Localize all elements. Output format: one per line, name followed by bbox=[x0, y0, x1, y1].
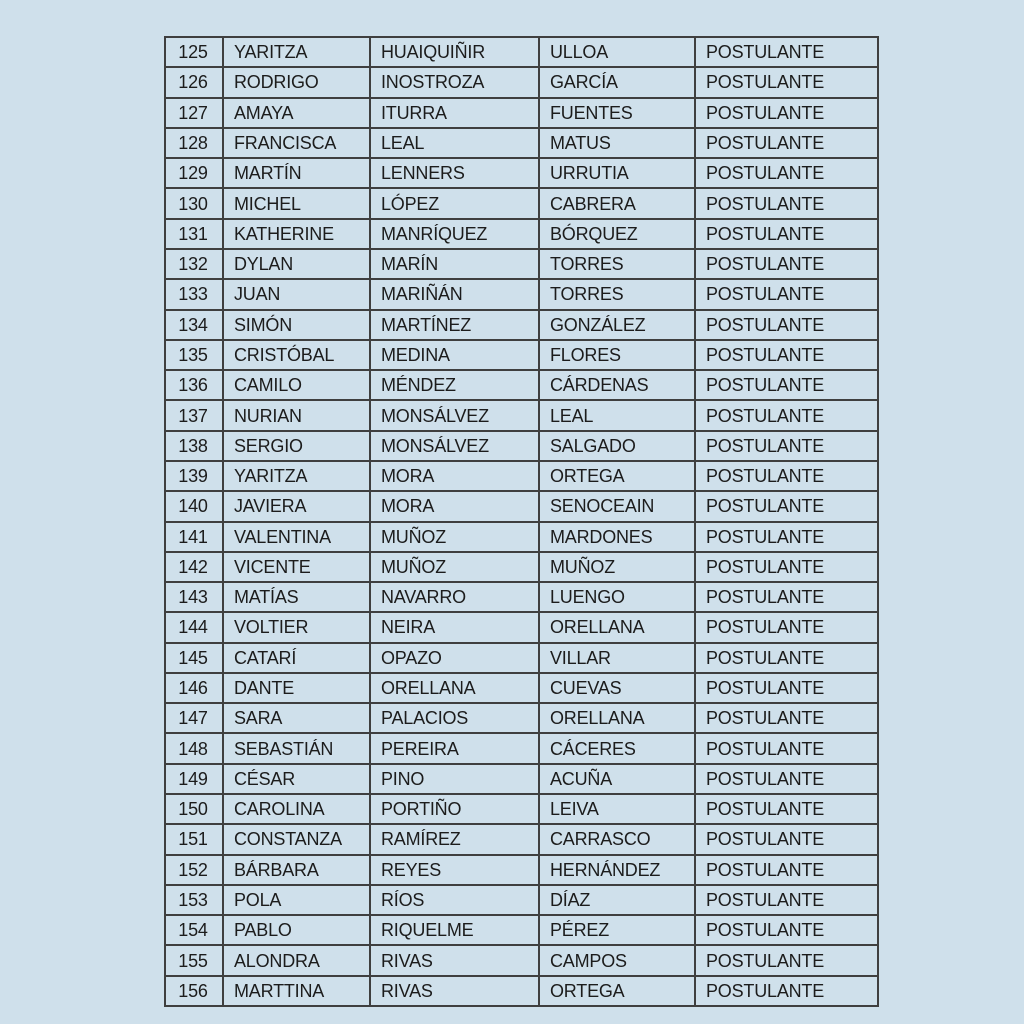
cell-number: 134 bbox=[165, 310, 223, 340]
cell-paternal_surname: PINO bbox=[370, 764, 539, 794]
cell-status: POSTULANTE bbox=[695, 158, 878, 188]
cell-status: POSTULANTE bbox=[695, 461, 878, 491]
cell-status: POSTULANTE bbox=[695, 824, 878, 854]
cell-first_name: SARA bbox=[223, 703, 370, 733]
cell-paternal_surname: MONSÁLVEZ bbox=[370, 400, 539, 430]
cell-first_name: MATÍAS bbox=[223, 582, 370, 612]
cell-first_name: CONSTANZA bbox=[223, 824, 370, 854]
cell-status: POSTULANTE bbox=[695, 249, 878, 279]
cell-number: 125 bbox=[165, 37, 223, 67]
table-row bbox=[165, 976, 878, 1006]
document-page bbox=[164, 36, 877, 1007]
cell-paternal_surname: LÓPEZ bbox=[370, 188, 539, 218]
table-row bbox=[165, 764, 878, 794]
table-row bbox=[165, 249, 878, 279]
table-row bbox=[165, 885, 878, 915]
cell-number: 147 bbox=[165, 703, 223, 733]
cell-status: POSTULANTE bbox=[695, 855, 878, 885]
cell-status: POSTULANTE bbox=[695, 279, 878, 309]
cell-first_name: CÉSAR bbox=[223, 764, 370, 794]
cell-first_name: VOLTIER bbox=[223, 612, 370, 642]
cell-status: POSTULANTE bbox=[695, 885, 878, 915]
cell-maternal_surname: HERNÁNDEZ bbox=[539, 855, 695, 885]
cell-number: 154 bbox=[165, 915, 223, 945]
cell-first_name: DYLAN bbox=[223, 249, 370, 279]
cell-first_name: DANTE bbox=[223, 673, 370, 703]
cell-status: POSTULANTE bbox=[695, 673, 878, 703]
cell-status: POSTULANTE bbox=[695, 522, 878, 552]
table-row bbox=[165, 643, 878, 673]
cell-paternal_surname: MONSÁLVEZ bbox=[370, 431, 539, 461]
table-row bbox=[165, 67, 878, 97]
cell-paternal_surname: INOSTROZA bbox=[370, 67, 539, 97]
cell-paternal_surname: RIVAS bbox=[370, 976, 539, 1006]
cell-status: POSTULANTE bbox=[695, 219, 878, 249]
cell-maternal_surname: MUÑOZ bbox=[539, 552, 695, 582]
cell-paternal_surname: ITURRA bbox=[370, 98, 539, 128]
cell-maternal_surname: FLORES bbox=[539, 340, 695, 370]
cell-paternal_surname: MANRÍQUEZ bbox=[370, 219, 539, 249]
cell-number: 131 bbox=[165, 219, 223, 249]
cell-maternal_surname: CABRERA bbox=[539, 188, 695, 218]
table-row bbox=[165, 98, 878, 128]
table-row bbox=[165, 340, 878, 370]
cell-number: 156 bbox=[165, 976, 223, 1006]
cell-first_name: VICENTE bbox=[223, 552, 370, 582]
cell-number: 132 bbox=[165, 249, 223, 279]
cell-paternal_surname: MÉNDEZ bbox=[370, 370, 539, 400]
cell-maternal_surname: URRUTIA bbox=[539, 158, 695, 188]
cell-first_name: YARITZA bbox=[223, 37, 370, 67]
cell-number: 140 bbox=[165, 491, 223, 521]
cell-status: POSTULANTE bbox=[695, 915, 878, 945]
cell-maternal_surname: GARCÍA bbox=[539, 67, 695, 97]
cell-maternal_surname: CUEVAS bbox=[539, 673, 695, 703]
cell-number: 136 bbox=[165, 370, 223, 400]
cell-paternal_surname: LENNERS bbox=[370, 158, 539, 188]
cell-status: POSTULANTE bbox=[695, 67, 878, 97]
table-row bbox=[165, 612, 878, 642]
cell-first_name: PABLO bbox=[223, 915, 370, 945]
cell-number: 135 bbox=[165, 340, 223, 370]
cell-status: POSTULANTE bbox=[695, 612, 878, 642]
table-row bbox=[165, 128, 878, 158]
cell-number: 142 bbox=[165, 552, 223, 582]
cell-paternal_surname: LEAL bbox=[370, 128, 539, 158]
cell-paternal_surname: NEIRA bbox=[370, 612, 539, 642]
cell-status: POSTULANTE bbox=[695, 703, 878, 733]
cell-paternal_surname: RÍOS bbox=[370, 885, 539, 915]
cell-first_name: CRISTÓBAL bbox=[223, 340, 370, 370]
table-row bbox=[165, 855, 878, 885]
table-row bbox=[165, 279, 878, 309]
cell-number: 144 bbox=[165, 612, 223, 642]
cell-status: POSTULANTE bbox=[695, 794, 878, 824]
cell-first_name: MICHEL bbox=[223, 188, 370, 218]
table-row bbox=[165, 431, 878, 461]
cell-maternal_surname: TORRES bbox=[539, 279, 695, 309]
table-row bbox=[165, 491, 878, 521]
table-row bbox=[165, 945, 878, 975]
cell-paternal_surname: REYES bbox=[370, 855, 539, 885]
table-row bbox=[165, 461, 878, 491]
cell-paternal_surname: NAVARRO bbox=[370, 582, 539, 612]
table-row bbox=[165, 733, 878, 763]
cell-first_name: FRANCISCA bbox=[223, 128, 370, 158]
table-row bbox=[165, 824, 878, 854]
table-row bbox=[165, 37, 878, 67]
cell-paternal_surname: PALACIOS bbox=[370, 703, 539, 733]
cell-paternal_surname: MEDINA bbox=[370, 340, 539, 370]
cell-number: 127 bbox=[165, 98, 223, 128]
cell-maternal_surname: ACUÑA bbox=[539, 764, 695, 794]
cell-number: 153 bbox=[165, 885, 223, 915]
cell-status: POSTULANTE bbox=[695, 340, 878, 370]
cell-maternal_surname: MARDONES bbox=[539, 522, 695, 552]
cell-maternal_surname: VILLAR bbox=[539, 643, 695, 673]
cell-number: 146 bbox=[165, 673, 223, 703]
cell-maternal_surname: LUENGO bbox=[539, 582, 695, 612]
cell-number: 126 bbox=[165, 67, 223, 97]
cell-maternal_surname: CÁRDENAS bbox=[539, 370, 695, 400]
cell-maternal_surname: PÉREZ bbox=[539, 915, 695, 945]
cell-maternal_surname: CAMPOS bbox=[539, 945, 695, 975]
cell-number: 141 bbox=[165, 522, 223, 552]
cell-first_name: BÁRBARA bbox=[223, 855, 370, 885]
table-body bbox=[165, 37, 878, 1006]
cell-status: POSTULANTE bbox=[695, 370, 878, 400]
cell-paternal_surname: PORTIÑO bbox=[370, 794, 539, 824]
cell-status: POSTULANTE bbox=[695, 98, 878, 128]
cell-number: 152 bbox=[165, 855, 223, 885]
cell-status: POSTULANTE bbox=[695, 491, 878, 521]
cell-maternal_surname: ORELLANA bbox=[539, 703, 695, 733]
cell-maternal_surname: LEIVA bbox=[539, 794, 695, 824]
cell-first_name: CAROLINA bbox=[223, 794, 370, 824]
cell-number: 133 bbox=[165, 279, 223, 309]
cell-status: POSTULANTE bbox=[695, 188, 878, 218]
cell-number: 137 bbox=[165, 400, 223, 430]
cell-maternal_surname: FUENTES bbox=[539, 98, 695, 128]
table-row bbox=[165, 370, 878, 400]
cell-first_name: MARTÍN bbox=[223, 158, 370, 188]
cell-first_name: POLA bbox=[223, 885, 370, 915]
cell-number: 143 bbox=[165, 582, 223, 612]
cell-paternal_surname: OPAZO bbox=[370, 643, 539, 673]
cell-first_name: NURIAN bbox=[223, 400, 370, 430]
cell-status: POSTULANTE bbox=[695, 37, 878, 67]
cell-status: POSTULANTE bbox=[695, 733, 878, 763]
cell-maternal_surname: ORTEGA bbox=[539, 976, 695, 1006]
table-row bbox=[165, 915, 878, 945]
table-row bbox=[165, 188, 878, 218]
cell-first_name: SEBASTIÁN bbox=[223, 733, 370, 763]
cell-paternal_surname: RIVAS bbox=[370, 945, 539, 975]
cell-paternal_surname: PEREIRA bbox=[370, 733, 539, 763]
table-row bbox=[165, 794, 878, 824]
cell-status: POSTULANTE bbox=[695, 128, 878, 158]
cell-paternal_surname: RAMÍREZ bbox=[370, 824, 539, 854]
table-row bbox=[165, 552, 878, 582]
cell-paternal_surname: MARÍN bbox=[370, 249, 539, 279]
cell-paternal_surname: MARIÑÁN bbox=[370, 279, 539, 309]
cell-maternal_surname: ORTEGA bbox=[539, 461, 695, 491]
cell-number: 129 bbox=[165, 158, 223, 188]
table-row bbox=[165, 703, 878, 733]
table-row bbox=[165, 310, 878, 340]
cell-maternal_surname: CARRASCO bbox=[539, 824, 695, 854]
cell-paternal_surname: ORELLANA bbox=[370, 673, 539, 703]
cell-first_name: KATHERINE bbox=[223, 219, 370, 249]
cell-first_name: MARTTINA bbox=[223, 976, 370, 1006]
cell-number: 145 bbox=[165, 643, 223, 673]
cell-first_name: JUAN bbox=[223, 279, 370, 309]
cell-status: POSTULANTE bbox=[695, 552, 878, 582]
table-row bbox=[165, 673, 878, 703]
cell-status: POSTULANTE bbox=[695, 643, 878, 673]
cell-maternal_surname: MATUS bbox=[539, 128, 695, 158]
table-row bbox=[165, 522, 878, 552]
cell-maternal_surname: TORRES bbox=[539, 249, 695, 279]
cell-paternal_surname: MORA bbox=[370, 491, 539, 521]
cell-paternal_surname: MUÑOZ bbox=[370, 522, 539, 552]
cell-number: 149 bbox=[165, 764, 223, 794]
cell-status: POSTULANTE bbox=[695, 431, 878, 461]
cell-first_name: CATARÍ bbox=[223, 643, 370, 673]
cell-status: POSTULANTE bbox=[695, 945, 878, 975]
cell-status: POSTULANTE bbox=[695, 310, 878, 340]
cell-first_name: SIMÓN bbox=[223, 310, 370, 340]
cell-maternal_surname: LEAL bbox=[539, 400, 695, 430]
applicants-table bbox=[164, 36, 879, 1007]
table-row bbox=[165, 400, 878, 430]
cell-paternal_surname: MORA bbox=[370, 461, 539, 491]
cell-number: 138 bbox=[165, 431, 223, 461]
cell-maternal_surname: BÓRQUEZ bbox=[539, 219, 695, 249]
cell-first_name: SERGIO bbox=[223, 431, 370, 461]
table-row bbox=[165, 219, 878, 249]
cell-first_name: CAMILO bbox=[223, 370, 370, 400]
cell-maternal_surname: SALGADO bbox=[539, 431, 695, 461]
cell-maternal_surname: GONZÁLEZ bbox=[539, 310, 695, 340]
cell-maternal_surname: SENOCEAIN bbox=[539, 491, 695, 521]
cell-paternal_surname: RIQUELME bbox=[370, 915, 539, 945]
cell-status: POSTULANTE bbox=[695, 400, 878, 430]
cell-number: 150 bbox=[165, 794, 223, 824]
cell-maternal_surname: ORELLANA bbox=[539, 612, 695, 642]
cell-maternal_surname: DÍAZ bbox=[539, 885, 695, 915]
cell-number: 155 bbox=[165, 945, 223, 975]
cell-number: 130 bbox=[165, 188, 223, 218]
table-row bbox=[165, 582, 878, 612]
cell-first_name: ALONDRA bbox=[223, 945, 370, 975]
cell-number: 151 bbox=[165, 824, 223, 854]
cell-number: 148 bbox=[165, 733, 223, 763]
cell-first_name: JAVIERA bbox=[223, 491, 370, 521]
cell-first_name: RODRIGO bbox=[223, 67, 370, 97]
cell-first_name: YARITZA bbox=[223, 461, 370, 491]
cell-first_name: VALENTINA bbox=[223, 522, 370, 552]
cell-paternal_surname: MARTÍNEZ bbox=[370, 310, 539, 340]
cell-paternal_surname: MUÑOZ bbox=[370, 552, 539, 582]
cell-maternal_surname: CÁCERES bbox=[539, 733, 695, 763]
cell-status: POSTULANTE bbox=[695, 764, 878, 794]
cell-number: 128 bbox=[165, 128, 223, 158]
cell-paternal_surname: HUAIQUIÑIR bbox=[370, 37, 539, 67]
table-row bbox=[165, 158, 878, 188]
cell-number: 139 bbox=[165, 461, 223, 491]
cell-status: POSTULANTE bbox=[695, 976, 878, 1006]
cell-maternal_surname: ULLOA bbox=[539, 37, 695, 67]
cell-first_name: AMAYA bbox=[223, 98, 370, 128]
cell-status: POSTULANTE bbox=[695, 582, 878, 612]
